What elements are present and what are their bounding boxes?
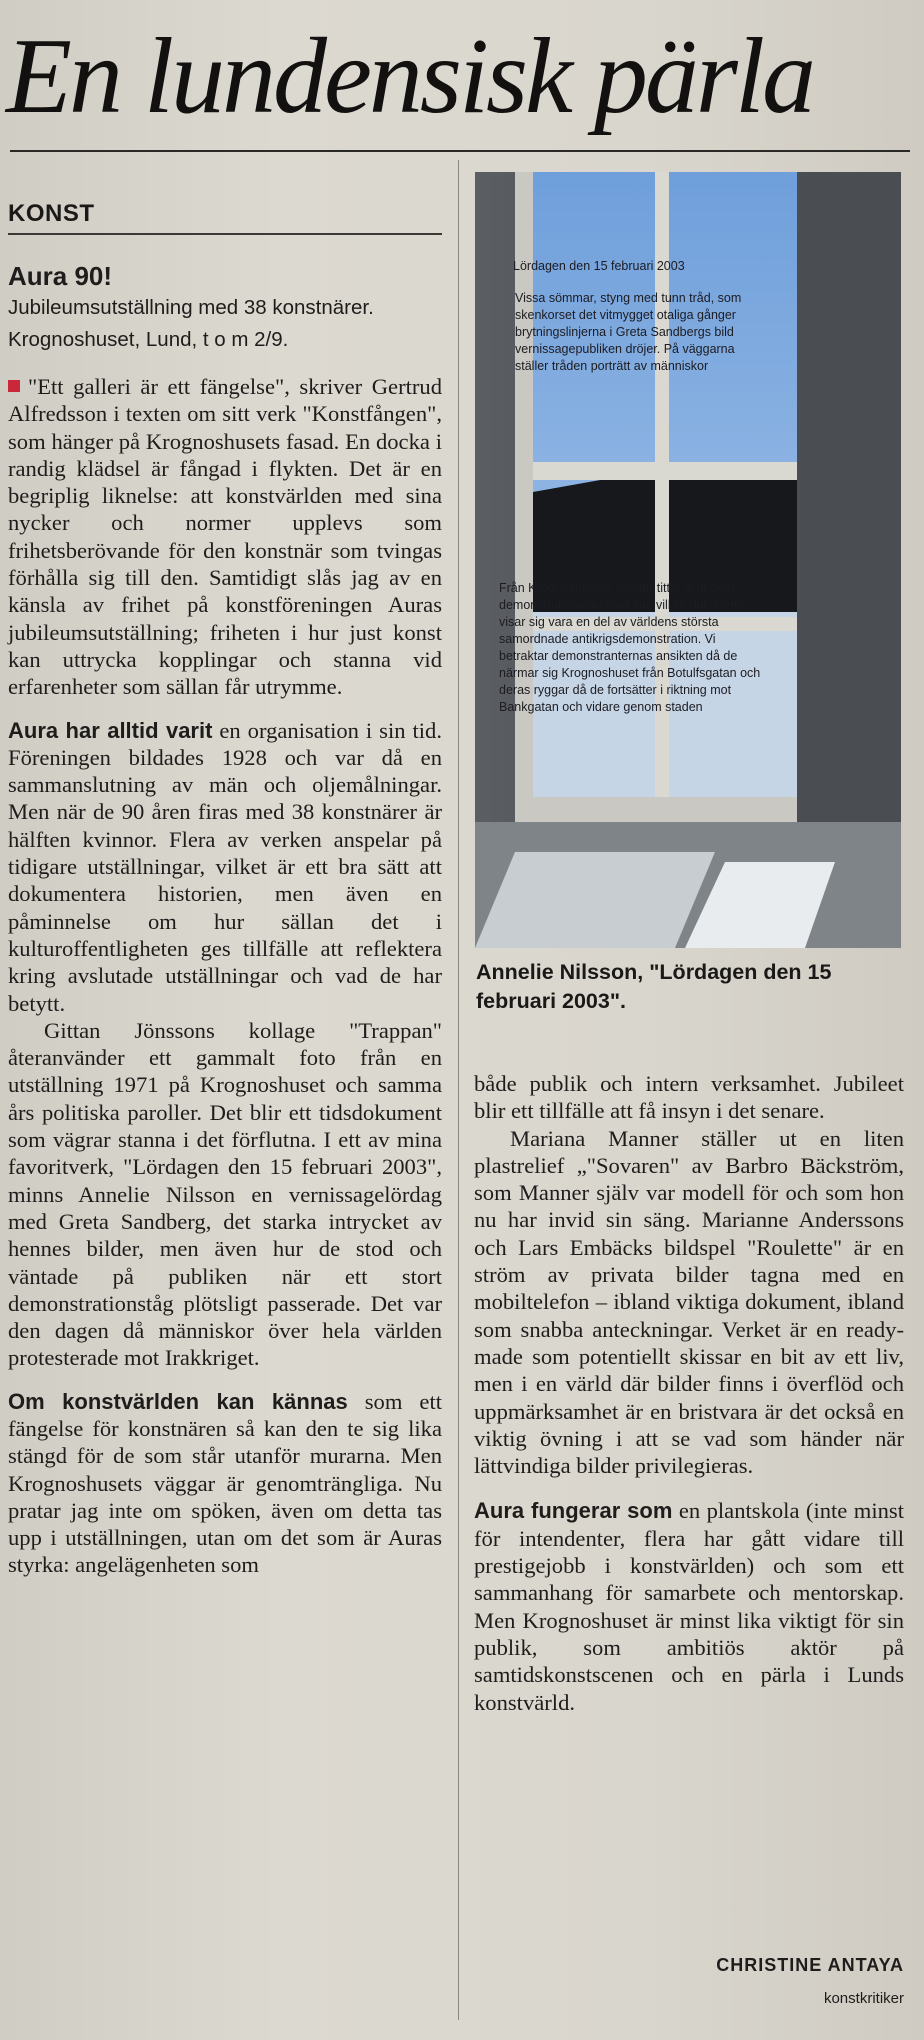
paragraph-4 <box>8 1388 442 1579</box>
paragraph-2-text: en organisation i sin tid. Föreningen bildades 1928 och var då en sammanslutning av män och oljemålningar. Men när de 90 åren firas med 38 konstnärer är hälften kvinnor. Flera av verken anspelar på tidigare utställningar, vilket är ett bra sätt att dokumentera historien, men även en påminnelse om hur sällan det i kulturoffentligheten ges tillfälle att reflektera kring avslutade utställningar och vad de har betytt. <box>8 717 442 1016</box>
column-divider <box>458 160 459 2020</box>
review-info-2: Krognoshuset, Lund, t o m 2/9. <box>8 328 289 351</box>
lead-in-right-3: Aura fungerar som <box>474 1498 673 1524</box>
right-paragraph-2: Mariana Manner ställer ut en liten plastrelief „"Sovaren" av Barbro Bäckström, som Manner själv var modell för och som hon nu har invid sin säng. Marianne Anderssons och Lars Embäcks bildspel "Roulette" är en ström av privata bilder tagna med en mobiltelefon – ibland viktiga dokument, ibland som snabba anteckningar. Verket är en ready-made som potentiellt skissar en bit av ett liv, men i en värld där bilder finns i överflöd och uppmärksamhet är en bristvara är det också en viktig övning i att se vad som händer när lättvindiga bilder privilegieras. <box>474 1125 904 1479</box>
lead-in-2: Aura har alltid varit <box>8 717 213 743</box>
headline-rule <box>10 150 910 152</box>
review-title: Aura 90! <box>8 261 113 291</box>
photo-lower-text: Från Krognoshusets fönster tittar vi ut över demonstrationståg som inte vill ta slut. Detta visar sig vara en del av världens största samordnade antikrigsdemonstration. Vi betraktar demonstranternas ansikten då de närmar sig Krognoshuset från Botulfsgatan och deras ryggar då de fortsätter i riktning mot Bankgatan och vidare genom staden <box>499 581 761 714</box>
right-paragraph-3-text: en plantskola (inte minst för intendenter, flera har gått vidare till prestigejobb i konstvärlden) och som ett sammanhang för samarbete och mentorskap. Men Krognoshuset är minst lika viktigt för sin publik, som ambitiös aktör på samtidskonstscenen och en pärla i Lunds konstvärld. <box>474 1498 904 1715</box>
photo-caption: Annelie Nilsson, "Lördagen den 15 februari 2003". <box>476 960 832 1013</box>
paragraph-4-text: som ett fängelse för konstnären så kan den te sig lika stängd för de som står utanför murarna. Men Krognoshusets väggar är genomträngliga. Nu pratar jag inte om spöken, även om detta tas upp i utställningen, utan om det som är Auras styrka: angelägenheten som <box>8 1388 443 1578</box>
headline: En lundensisk pärla <box>6 17 813 136</box>
paragraph-1-text: "Ett galleri är ett fängelse", skriver Gertrud Alfredsson i texten om sitt verk "Konstfången", som hänger på Krognoshusets fasad. En docka i randig klädsel är fångad i flykten. Det är en begriplig liknelse: att konstvärlden med sina nycker och normer upplevs som frihetsberövande för den konstnär som tvingas förhålla sig till den. Samtidigt slås jag av en känsla av frihet på konstföreningen Auras jubileumsutställning; friheten i hur just konst kan uttrycka kopplingar och stanna vid erfarenheter som sällan får utrymme. <box>8 374 442 700</box>
section-rule <box>8 233 442 235</box>
paragraph-3: Gittan Jönssons kollage "Trappan" återanvänder ett gammalt foto från en utställning 1971 på Krognoshuset och samma års politiska paroller. Det blir ett tidsdokument som vägrar stanna i det förflutna. I ett av mina favoritverk, "Lördagen den 15 februari 2003", minns Annelie Nilsson en vernissagelördag med Greta Sandberg, det starka intrycket av hennes bilder, men även hur de stod och väntade på publiken när ett stort demonstrationståg plötsligt passerade. Det var den dagen då människor över hela världen protesterade mot Irakkriget. <box>8 1017 442 1371</box>
paragraph-1 <box>8 373 442 701</box>
artwork-photo <box>475 172 901 948</box>
right-paragraph-1: både publik och intern verksamhet. Jubileet blir ett tillfälle att få insyn i det senare. <box>474 1071 904 1124</box>
photo-upper-text: Vissa sömmar, styng med tunn tråd, som skenkorset det vitmygget otaliga gånger brytningslinjerna i Greta Sandbergs bild vernissagepubliken dröjer. På väggarna ställer tråden porträtt av människor <box>515 291 742 373</box>
photo-date-text: Lördagen den 15 februari 2003 <box>513 259 685 273</box>
right-paragraph-3 <box>474 1497 904 1715</box>
byline: CHRISTINE ANTAYA <box>716 1955 904 1975</box>
paragraph-2 <box>8 717 442 1017</box>
red-square-marker <box>8 380 20 392</box>
review-info-1: Jubileumsutställning med 38 konstnärer. <box>8 296 374 319</box>
article-body-right <box>474 1070 904 1716</box>
article-body-left <box>8 373 442 1579</box>
lead-in-4: Om konstvärlden kan kännas <box>8 1388 348 1414</box>
left-column <box>8 160 442 1579</box>
window-illustration <box>475 172 901 948</box>
byline-role: konstkritiker <box>823 1990 904 2007</box>
section-label: KONST <box>8 200 95 227</box>
